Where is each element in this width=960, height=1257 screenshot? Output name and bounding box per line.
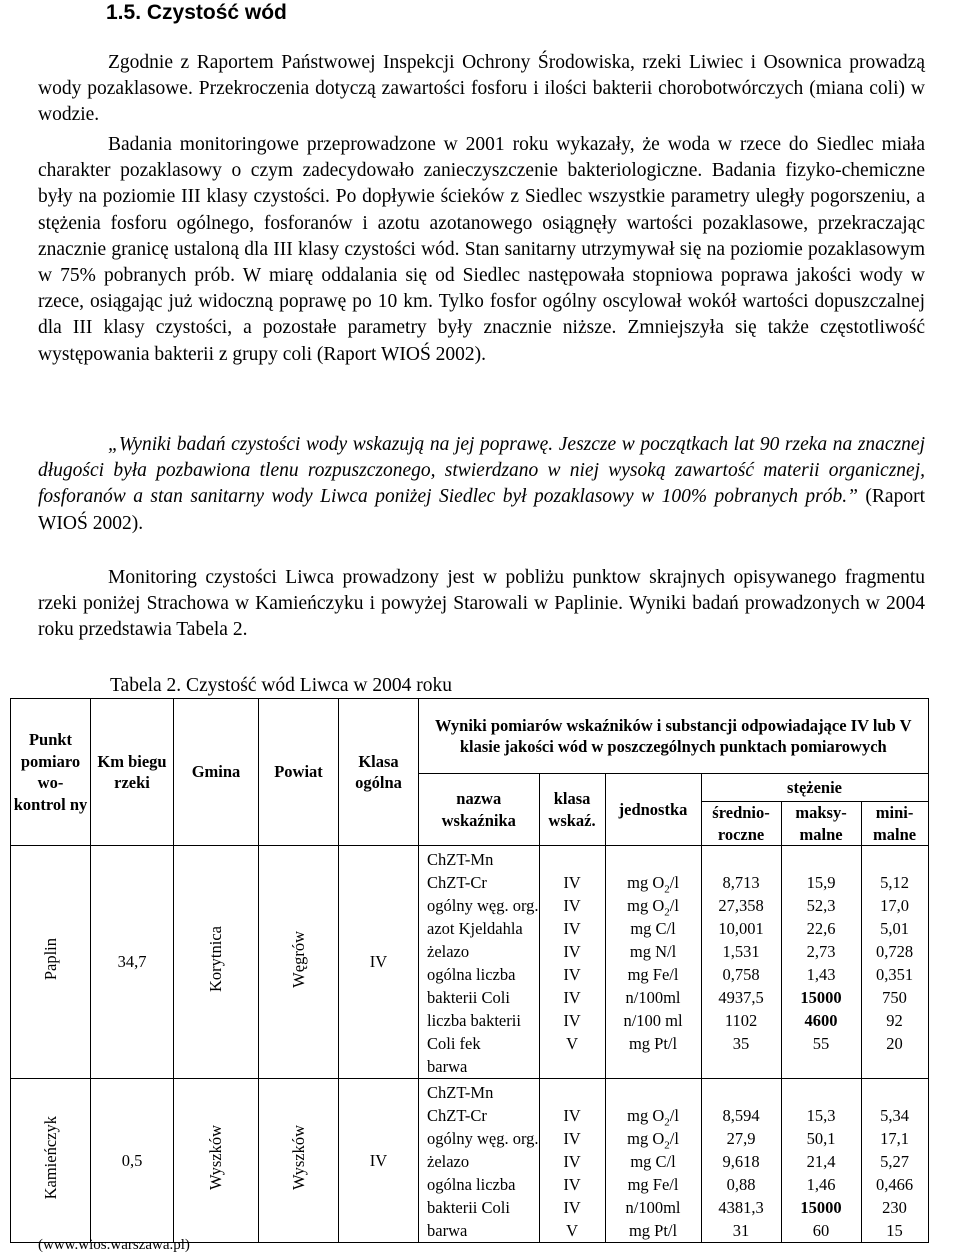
quote-text: „Wyniki badań czystości wody wskazują na jej poprawę. Jeszcze w początkach lat 90 rzeka na znacznej długości była pozbawiona tlenu rozpuszczonego, stwierdzano w niej wysoką zawartość materii organicznej, fosforanów a stan sanitarny wody Liwca poniżej Siedlec był pozaklasowy w 100% pobranych prób.” [38,434,925,508]
cell-sred: 8,594 27,9 9,618 0,88 4381,3 31 [701,1079,781,1243]
header-km: Km biegu rzeki [91,699,174,846]
header-jednostka: jednostka [605,774,701,846]
header-klasa: Klasa ogólna [339,699,419,846]
cell-klasa: IV [339,846,419,1079]
cell-names: ChZT-Mn ChZT-Cr ogólny węg. org. azot Kjeldahla żelazo ogólna liczba bakterii Coli liczba bakterii Coli fek barwa [419,846,540,1079]
header-group: Wyniki pomiarów wskaźników i substancji odpowiadające IV lub V klasie jakości wód w poszczególnych punktach pomiarowych [419,699,929,774]
cell-gmina: Wyszków [174,1079,259,1243]
cell-gmina: Korytnica [174,846,259,1079]
header-srednioroczne: średnio- roczne [701,802,781,846]
cell-klasa: IV [339,1079,419,1243]
paragraph-4: Monitoring czystości Liwca prowadzony jest w pobliżu punktow skrajnych opisywanego fragmentu rzeki poniżej Strachowa w Kamieńczyku i powyżej Starowali w Paplinie. Wyniki badań prowadzonych w 2004 roku przedstawia Tabela 2. [38,567,925,641]
header-maksymalne: maksy- malne [781,802,861,846]
table-row [11,846,929,1079]
cell-klasy: IV IV IV IV IV IV IV V [539,846,605,1079]
paragraph-2: Badania monitoringowe przeprowadzone w 2001 roku wykazały, że woda w rzece do Siedlec miała charakter pozaklasowy o czym zadecydowało zanieczyszczenie bakteriologiczne. Badania fizyko-chemiczne były na poziomie III klasy czystości. Po dopływie ścieków z Siedlec wszystkie parametry uległy pogorszeniu, a stężenia fosforu ogólnego, fosforanów i azotu azotanowego osiągnęły wartości pozaklasowe, przekraczając znacznie granicę ustaloną dla III klasy czystości wód. Stan sanitarny utrzymywał się na poziomie pozaklasowym w 75% pobranych prób. W miarę oddalania się od Siedlec następowała stopniowa poprawa jakości wody w rzece, osiągając już widoczną poprawę po 10 km. Tylko fosfor ogólny oscylował wokół wartości dopuszczalnej dla III klasy czystości, a pozostałe parametry były znacznie niższe. Zmniejszyła się także częstotliwość występowania bakterii z grupy coli (Raport WIOŚ 2002). [38,134,925,365]
header-minimalne: mini- malne [861,802,928,846]
header-point: Punkt pomiaro wo- kontrol ny [11,699,91,846]
table-caption: Tabela 2. Czystość wód Liwca w 2004 roku [110,675,452,696]
cell-km: 34,7 [91,846,174,1079]
cell-point: Paplin [11,846,91,1079]
cell-klasy: IV IV IV IV IV V [539,1079,605,1243]
source-footer: (www.wios.warszawa.pl) [38,1237,190,1253]
header-nazwa: nazwa wskaźnika [419,774,540,846]
section-heading: 1.5. Czystość wód [106,1,287,24]
header-gmina: Gmina [174,699,259,846]
cell-mini: 5,12 17,0 5,01 0,728 0,351 750 92 20 [861,846,928,1079]
cell-mini: 5,34 17,1 5,27 0,466 230 15 [861,1079,928,1243]
header-powiat: Powiat [259,699,339,846]
cell-sred: 8,713 27,358 10,001 1,531 0,758 4937,5 1102 35 [701,846,781,1079]
header-klasa-wskaz: klasa wskaź. [539,774,605,846]
cell-km: 0,5 [91,1079,174,1243]
cell-powiat: Wyszków [259,1079,339,1243]
paragraph-1: Zgodnie z Raportem Państwowej Inspekcji Ochrony Środowiska, rzeki Liwiec i Osownica prowadzą wody pozaklasowe. Przekroczenia dotyczą zawartości fosforu i ilości bakterii chorobotwórczych (miana coli) w wodzie. [38,52,925,126]
cell-maks: 15,9 52,3 22,6 2,73 1,43 15000 4600 55 [781,846,861,1079]
quote-source: (Raport WIOŚ 2002). [38,486,925,534]
cell-units: mg $O_2/l$ mg $O_2/l$ mg C/l mg Fe/l n/100ml mg Pt/l [605,1079,701,1243]
cell-point: Kamieńczyk [11,1079,91,1243]
cell-names: ChZT-Mn ChZT-Cr ogólny węg. org. żelazo ogólna liczba bakterii Coli barwa [419,1079,540,1243]
cell-powiat: Węgrów [259,846,339,1079]
header-stezenie: stężenie [701,774,928,802]
cell-units: mg $O_2/l$ mg $O_2/l$ mg C/l mg N/l mg Fe/l n/100ml n/100 ml mg Pt/l [605,846,701,1079]
water-quality-table [10,698,929,1243]
quote-paragraph [38,432,925,537]
cell-maks: 15,3 50,1 21,4 1,46 15000 60 [781,1079,861,1243]
table-row [11,1079,929,1243]
